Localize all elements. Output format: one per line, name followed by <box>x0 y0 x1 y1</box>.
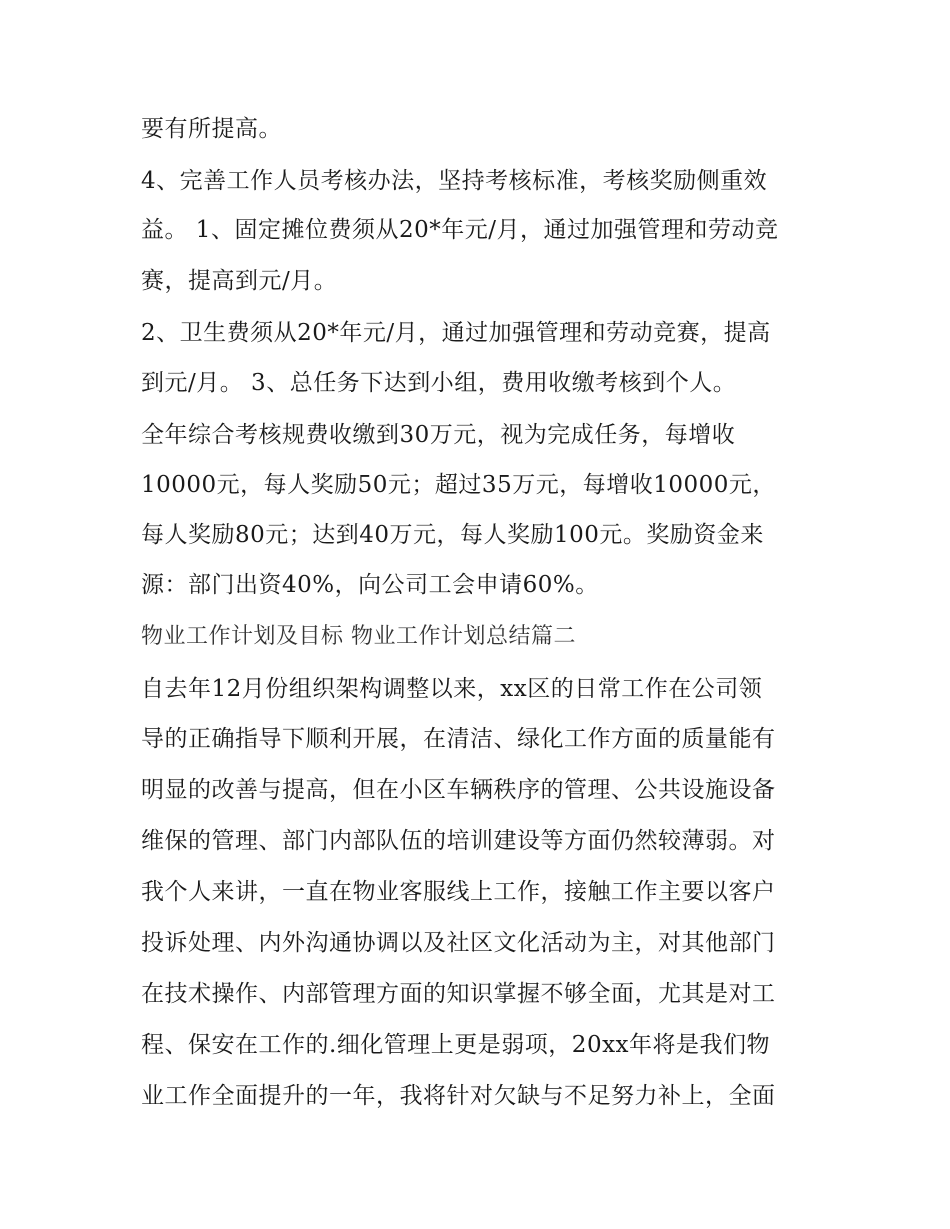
text-line: 程、保安在工作的.细化管理上更是弱项，20xx年将是我们物 <box>141 1032 771 1058</box>
text-line: 维保的管理、部门内部队伍的培训建设等方面仍然较薄弱。对 <box>141 828 776 854</box>
text-line: 自去年12月份组织架构调整以来，xx区的日常工作在公司领 <box>141 676 763 702</box>
text-line: 2、卫生费须从20*年元/月，通过加强管理和劳动竞赛，提高 <box>141 320 771 346</box>
text-line: 导的正确指导下顺利开展，在清洁、绿化工作方面的质量能有 <box>141 726 776 752</box>
text-line: 赛，提高到元/月。 <box>141 268 338 294</box>
text-line: 在技术操作、内部管理方面的知识掌握不够全面，尤其是对工 <box>141 981 776 1007</box>
text-line: 4、完善工作人员考核办法，坚持考核标准，考核奖励侧重效 <box>141 168 768 194</box>
text-line: 每人奖励80元；达到40万元，每人奖励100元。奖励资金来 <box>141 522 764 548</box>
text-line: 要有所提高。 <box>141 116 282 142</box>
text-line: 源：部门出资40%，向公司工会申请60%。 <box>141 572 599 598</box>
text-line: 全年综合考核规费收缴到30万元，视为完成任务，每增收 <box>141 422 736 448</box>
text-line: 10000元，每人奖励50元；超过35万元，每增收10000元， <box>141 472 776 498</box>
section-heading: 物业工作计划及目标 物业工作计划总结篇二 <box>141 624 576 649</box>
text-line: 我个人来讲，一直在物业客服线上工作，接触工作主要以客户 <box>141 879 776 905</box>
text-line: 到元/月。 3、总任务下达到小组，费用收缴考核到个人。 <box>141 370 737 396</box>
text-line: 明显的改善与提高，但在小区车辆秩序的管理、公共设施设备 <box>141 777 776 803</box>
text-line: 业工作全面提升的一年，我将针对欠缺与不足努力补上，全面 <box>141 1083 776 1109</box>
text-line: 益。 1、固定摊位费须从20*年元/月，通过加强管理和劳动竞 <box>141 217 779 243</box>
text-line: 投诉处理、内外沟通协调以及社区文化活动为主，对其他部门 <box>141 930 776 956</box>
